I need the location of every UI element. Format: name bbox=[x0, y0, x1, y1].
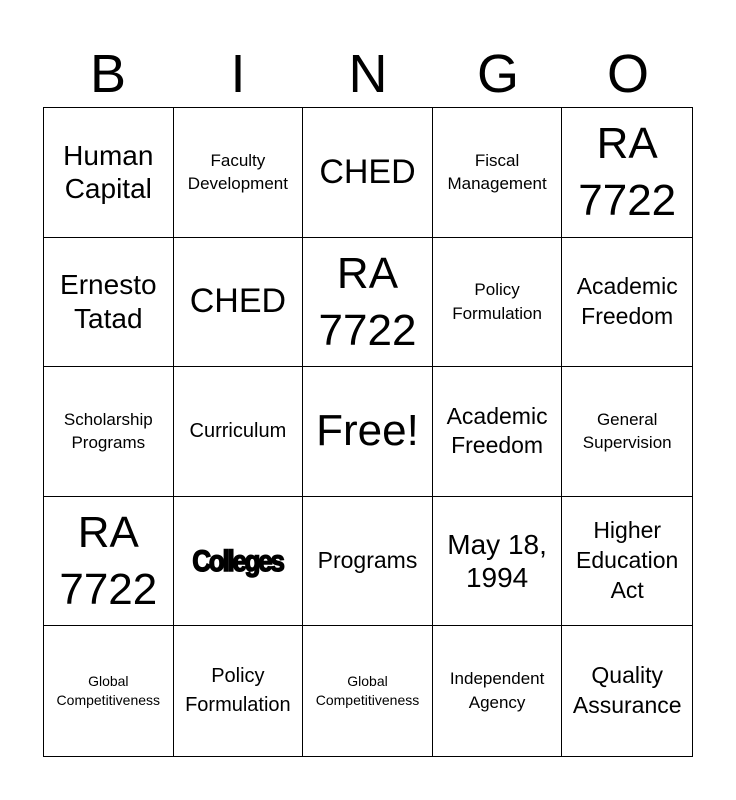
free-space[interactable] bbox=[303, 367, 433, 497]
bingo-cell[interactable] bbox=[303, 497, 433, 627]
bingo-cell[interactable] bbox=[44, 626, 174, 756]
bingo-cell[interactable] bbox=[562, 238, 692, 368]
bingo-header bbox=[43, 40, 693, 108]
cell-text: Academic Freedom bbox=[576, 273, 678, 329]
cell-text: RA 7722 bbox=[318, 248, 417, 355]
bingo-board bbox=[43, 107, 693, 757]
cell-text: May 18, 1994 bbox=[447, 528, 547, 594]
bingo-cell[interactable] bbox=[433, 367, 563, 497]
header-letter-n: N bbox=[348, 44, 388, 104]
bingo-cell[interactable] bbox=[174, 626, 304, 756]
cell-text: General Supervision bbox=[582, 409, 672, 453]
bingo-cell[interactable] bbox=[433, 626, 563, 756]
cell-text: Curriculum bbox=[189, 419, 287, 442]
bingo-cell[interactable] bbox=[44, 497, 174, 627]
cell-text: Policy Formulation bbox=[452, 280, 542, 323]
cell-text: Global Competitiveness bbox=[56, 672, 161, 709]
cell-text: Human Capital bbox=[63, 139, 154, 205]
bingo-cell[interactable] bbox=[433, 238, 563, 368]
cell-text: Colleges bbox=[192, 544, 284, 578]
cell-text: Faculty Development bbox=[187, 150, 288, 194]
cell-text: Quality Assurance bbox=[572, 662, 682, 719]
bingo-cell[interactable] bbox=[562, 497, 692, 627]
bingo-cell[interactable] bbox=[303, 238, 433, 368]
bingo-cell[interactable] bbox=[174, 497, 304, 627]
cell-text: Ernesto Tatad bbox=[60, 269, 157, 334]
cell-text: Higher Education Act bbox=[576, 517, 679, 604]
cell-text: RA 7722 bbox=[59, 507, 158, 615]
bingo-cell[interactable] bbox=[44, 108, 174, 238]
bingo-cell[interactable] bbox=[433, 497, 563, 627]
header-letter-g: G bbox=[476, 44, 519, 104]
bingo-cell[interactable] bbox=[44, 367, 174, 497]
cell-text: Free! bbox=[316, 406, 419, 456]
bingo-cell[interactable] bbox=[174, 367, 304, 497]
bingo-cell[interactable] bbox=[433, 108, 563, 238]
cell-text: Fiscal Management bbox=[447, 150, 547, 194]
bingo-cell[interactable] bbox=[174, 238, 304, 368]
bingo-cell[interactable] bbox=[303, 108, 433, 238]
cell-text: RA 7722 bbox=[578, 119, 677, 226]
cell-text: Independent Agency bbox=[449, 669, 545, 713]
header-letter-o: O bbox=[606, 44, 649, 104]
bingo-cell[interactable] bbox=[562, 367, 692, 497]
bingo-cell[interactable] bbox=[562, 108, 692, 238]
cell-text: Policy Formulation bbox=[185, 665, 291, 717]
bingo-cell[interactable] bbox=[44, 238, 174, 368]
bingo-cell[interactable] bbox=[174, 108, 304, 238]
cell-text: CHED bbox=[319, 152, 416, 191]
cell-text: Global Competitiveness bbox=[315, 672, 420, 709]
cell-text: Scholarship Programs bbox=[63, 409, 153, 453]
cell-text: Academic Freedom bbox=[446, 402, 548, 459]
cell-text: Programs bbox=[317, 547, 418, 574]
cell-text: CHED bbox=[189, 282, 287, 321]
header-letter-b: B bbox=[89, 44, 127, 104]
bingo-cell[interactable] bbox=[562, 626, 692, 756]
bingo-cell[interactable] bbox=[303, 626, 433, 756]
header-letter-i: I bbox=[230, 44, 246, 104]
